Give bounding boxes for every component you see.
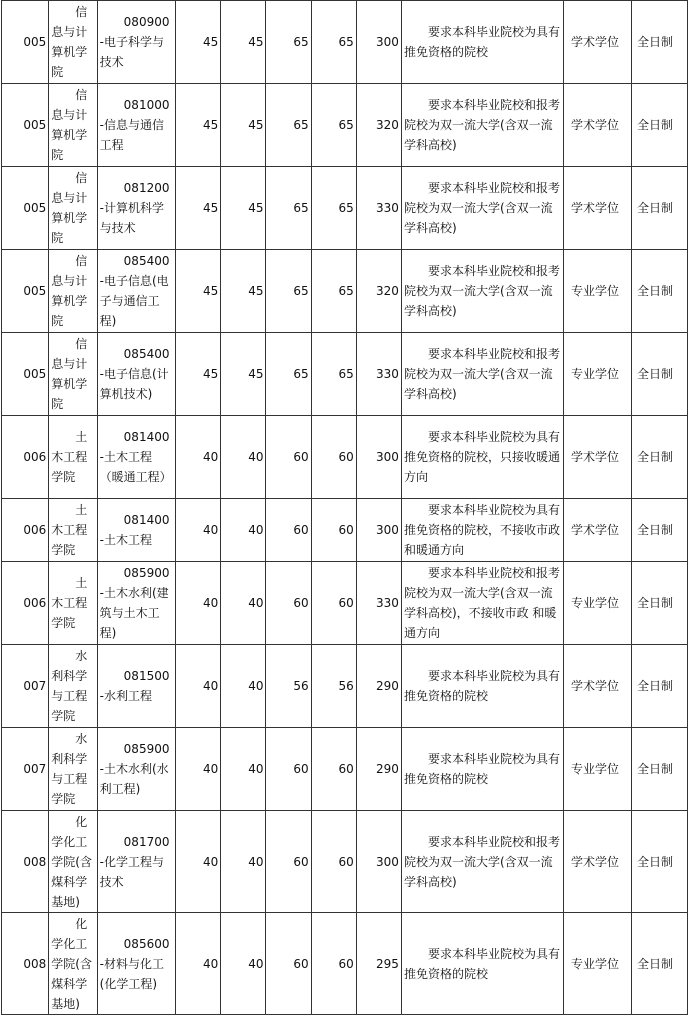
english-score: 40	[221, 499, 266, 562]
total-score: 295	[356, 913, 401, 1015]
total-score: 300	[356, 811, 401, 913]
college-name: 信息与计算机学院	[49, 333, 97, 416]
total-score: 300	[356, 416, 401, 499]
table-row	[2, 84, 688, 167]
admission-requirement: 要求本科毕业院校和报考院校为双一流大学(含双一流学科高校)	[401, 250, 563, 333]
politics-score: 45	[176, 167, 221, 250]
course2-score: 60	[311, 499, 356, 562]
course1-score: 60	[266, 416, 311, 499]
admission-requirement: 要求本科毕业院校为具有推免资格的院校	[401, 645, 563, 728]
degree-type: 学术学位	[564, 84, 632, 167]
total-score: 330	[356, 167, 401, 250]
course1-score: 60	[266, 811, 311, 913]
major-name: 081400-土木工程	[97, 499, 175, 562]
course2-score: 65	[311, 250, 356, 333]
major-name: 085400-电子信息(计算机技术)	[97, 333, 175, 416]
study-mode: 全日制	[632, 416, 688, 499]
college-code: 006	[2, 562, 49, 645]
college-code: 007	[2, 728, 49, 811]
course2-score: 65	[311, 167, 356, 250]
degree-type: 学术学位	[564, 645, 632, 728]
politics-score: 45	[176, 84, 221, 167]
degree-type: 学术学位	[564, 811, 632, 913]
college-code: 007	[2, 645, 49, 728]
english-score: 45	[221, 84, 266, 167]
course1-score: 65	[266, 250, 311, 333]
table-row	[2, 645, 688, 728]
college-code: 006	[2, 499, 49, 562]
major-name: 081200-计算机科学与技术	[97, 167, 175, 250]
college-name: 信息与计算机学院	[49, 84, 97, 167]
course1-score: 65	[266, 1, 311, 84]
study-mode: 全日制	[632, 562, 688, 645]
admission-requirement: 要求本科毕业院校为具有推免资格的院校	[401, 728, 563, 811]
politics-score: 40	[176, 499, 221, 562]
admission-requirement: 要求本科毕业院校和报考院校为双一流大学(含双一流学科高校)，不接收市政 和暖通方向	[401, 562, 563, 645]
table-row	[2, 333, 688, 416]
major-name: 081000-信息与通信工程	[97, 84, 175, 167]
admission-requirement: 要求本科毕业院校和报考院校为双一流大学(含双一流学科高校)	[401, 333, 563, 416]
college-name: 信息与计算机学院	[49, 167, 97, 250]
english-score: 40	[221, 728, 266, 811]
major-name: 085900-土木水利(建筑与土木工程)	[97, 562, 175, 645]
study-mode: 全日制	[632, 250, 688, 333]
total-score: 290	[356, 645, 401, 728]
english-score: 40	[221, 913, 266, 1015]
major-name: 081500-水利工程	[97, 645, 175, 728]
course1-score: 65	[266, 167, 311, 250]
course2-score: 65	[311, 333, 356, 416]
course1-score: 65	[266, 84, 311, 167]
course1-score: 60	[266, 913, 311, 1015]
total-score: 300	[356, 1, 401, 84]
politics-score: 40	[176, 645, 221, 728]
total-score: 320	[356, 84, 401, 167]
admission-requirement: 要求本科毕业院校为具有推免资格的院校	[401, 913, 563, 1015]
college-name: 化学化工学院(含煤科学基地)	[49, 913, 97, 1015]
degree-type: 专业学位	[564, 913, 632, 1015]
politics-score: 40	[176, 562, 221, 645]
table-row	[2, 167, 688, 250]
course1-score: 56	[266, 645, 311, 728]
table-row	[2, 562, 688, 645]
table-row	[2, 499, 688, 562]
degree-type: 专业学位	[564, 562, 632, 645]
course2-score: 65	[311, 1, 356, 84]
english-score: 40	[221, 562, 266, 645]
politics-score: 45	[176, 250, 221, 333]
degree-type: 学术学位	[564, 499, 632, 562]
admission-requirement: 要求本科毕业院校为具有推免资格的院校，只接收暖通方向	[401, 416, 563, 499]
total-score: 290	[356, 728, 401, 811]
study-mode: 全日制	[632, 333, 688, 416]
total-score: 320	[356, 250, 401, 333]
table-row	[2, 416, 688, 499]
course1-score: 60	[266, 728, 311, 811]
english-score: 45	[221, 167, 266, 250]
english-score: 45	[221, 1, 266, 84]
college-name: 土木工程学院	[49, 416, 97, 499]
college-name: 土木工程学院	[49, 562, 97, 645]
major-name: 081400-土木工程（暖通工程）	[97, 416, 175, 499]
table-row	[2, 1, 688, 84]
study-mode: 全日制	[632, 811, 688, 913]
table-row	[2, 250, 688, 333]
college-code: 005	[2, 167, 49, 250]
college-name: 信息与计算机学院	[49, 1, 97, 84]
study-mode: 全日制	[632, 167, 688, 250]
degree-type: 专业学位	[564, 728, 632, 811]
major-name: 085400-电子信息(电子与通信工程)	[97, 250, 175, 333]
degree-type: 专业学位	[564, 333, 632, 416]
english-score: 45	[221, 333, 266, 416]
total-score: 330	[356, 562, 401, 645]
politics-score: 45	[176, 1, 221, 84]
study-mode: 全日制	[632, 728, 688, 811]
admission-requirement: 要求本科毕业院校为具有推免资格的院校	[401, 1, 563, 84]
table-row	[2, 811, 688, 913]
admission-requirement: 要求本科毕业院校和报考院校为双一流大学(含双一流学科高校)	[401, 84, 563, 167]
admission-requirement: 要求本科毕业院校为具有推免资格的院校，不接收市政和暖通方向	[401, 499, 563, 562]
study-mode: 全日制	[632, 913, 688, 1015]
college-name: 土木工程学院	[49, 499, 97, 562]
college-code: 005	[2, 1, 49, 84]
admission-requirement: 要求本科毕业院校和报考院校为双一流大学(含双一流学科高校)	[401, 167, 563, 250]
major-name: 081700-化学工程与技术	[97, 811, 175, 913]
score-table	[1, 0, 688, 1015]
course2-score: 65	[311, 84, 356, 167]
course2-score: 60	[311, 728, 356, 811]
admission-requirement: 要求本科毕业院校和报考院校为双一流大学(含双一流学科高校)	[401, 811, 563, 913]
english-score: 40	[221, 811, 266, 913]
study-mode: 全日制	[632, 645, 688, 728]
degree-type: 学术学位	[564, 167, 632, 250]
study-mode: 全日制	[632, 499, 688, 562]
college-name: 化学化工学院(含煤科学基地)	[49, 811, 97, 913]
total-score: 330	[356, 333, 401, 416]
degree-type: 学术学位	[564, 1, 632, 84]
course1-score: 60	[266, 499, 311, 562]
politics-score: 40	[176, 913, 221, 1015]
course2-score: 60	[311, 913, 356, 1015]
english-score: 40	[221, 645, 266, 728]
college-code: 005	[2, 84, 49, 167]
college-code: 005	[2, 333, 49, 416]
total-score: 300	[356, 499, 401, 562]
course2-score: 60	[311, 416, 356, 499]
politics-score: 40	[176, 416, 221, 499]
college-name: 水利科学与工程学院	[49, 728, 97, 811]
degree-type: 专业学位	[564, 250, 632, 333]
politics-score: 40	[176, 728, 221, 811]
table-row	[2, 913, 688, 1015]
course2-score: 60	[311, 562, 356, 645]
college-code: 008	[2, 811, 49, 913]
table-row	[2, 728, 688, 811]
college-name: 信息与计算机学院	[49, 250, 97, 333]
major-name: 080900-电子科学与技术	[97, 1, 175, 84]
politics-score: 40	[176, 811, 221, 913]
degree-type: 学术学位	[564, 416, 632, 499]
study-mode: 全日制	[632, 1, 688, 84]
course2-score: 56	[311, 645, 356, 728]
major-name: 085600-材料与化工(化学工程)	[97, 913, 175, 1015]
study-mode: 全日制	[632, 84, 688, 167]
politics-score: 45	[176, 333, 221, 416]
college-code: 005	[2, 250, 49, 333]
course1-score: 65	[266, 333, 311, 416]
english-score: 45	[221, 250, 266, 333]
course2-score: 60	[311, 811, 356, 913]
college-code: 006	[2, 416, 49, 499]
english-score: 40	[221, 416, 266, 499]
course1-score: 60	[266, 562, 311, 645]
major-name: 085900-土木水利(水利工程)	[97, 728, 175, 811]
college-name: 水利科学与工程学院	[49, 645, 97, 728]
college-code: 008	[2, 913, 49, 1015]
